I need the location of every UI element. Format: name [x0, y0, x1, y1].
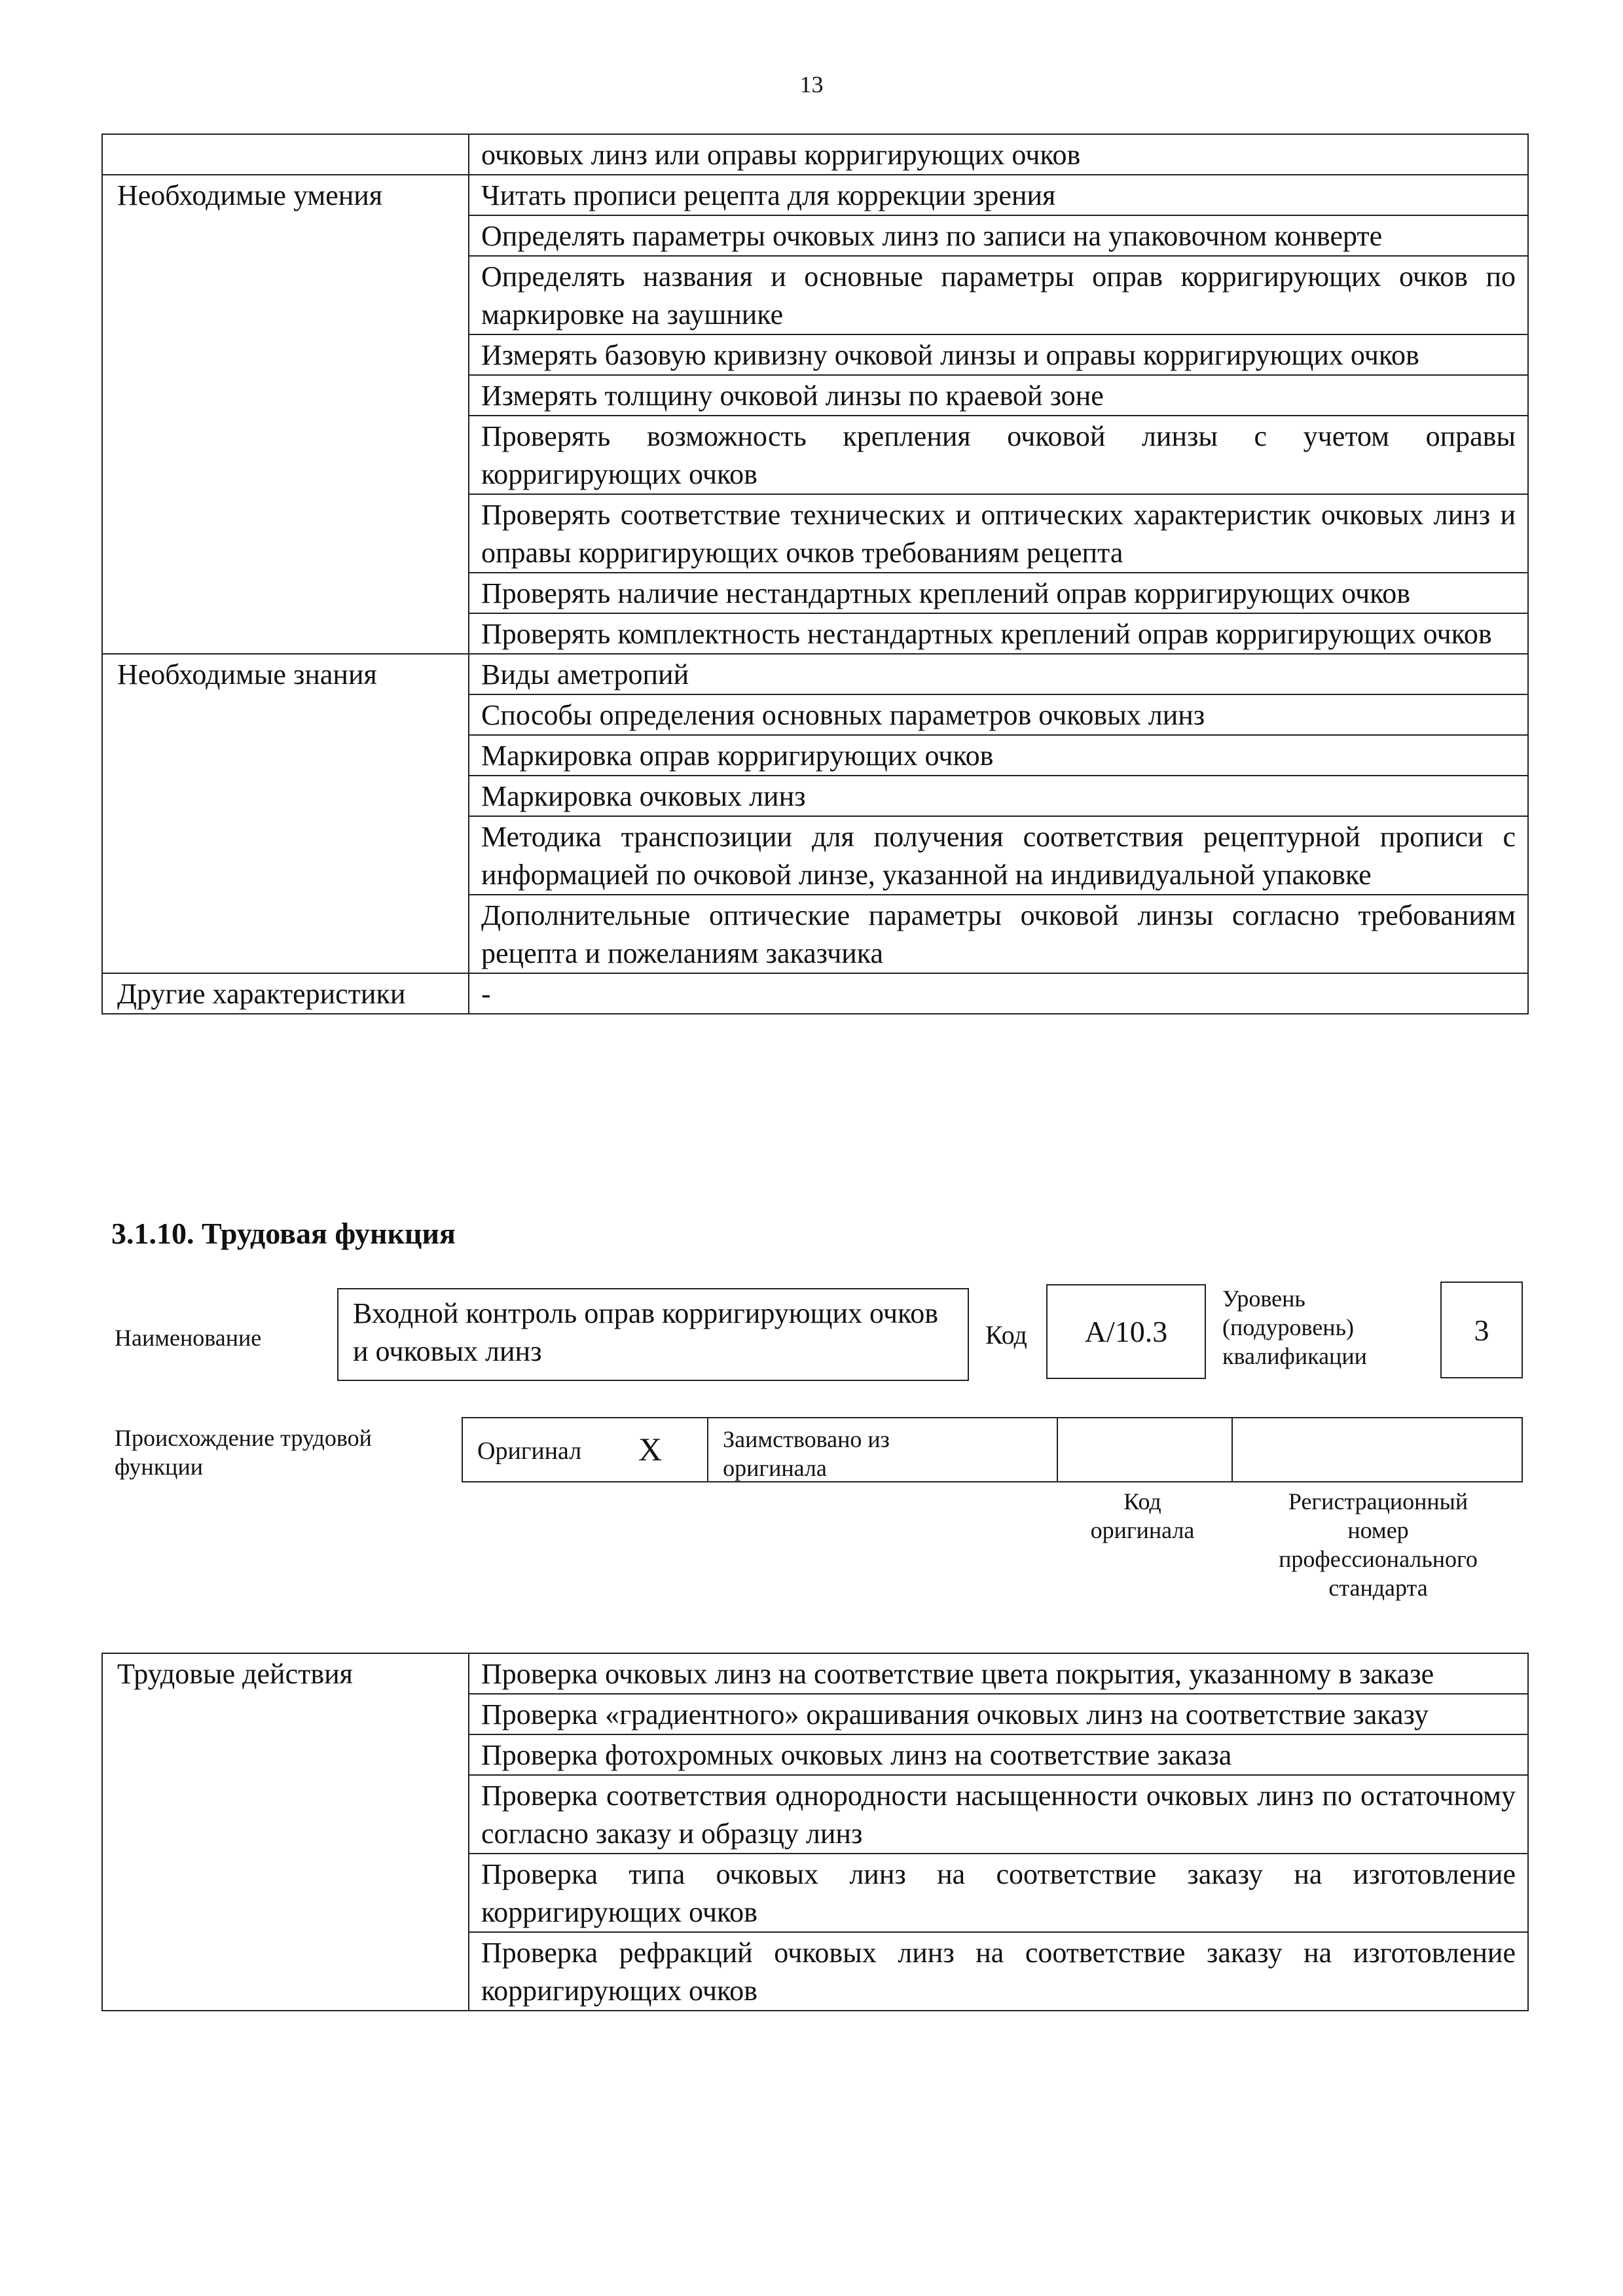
code-value: A/10.3 — [1084, 1315, 1168, 1348]
original-code-caption — [1074, 1487, 1211, 1545]
origin-label-line: функции — [115, 1454, 203, 1480]
knowledge-item: Маркировка оправ корригирующих очков — [469, 735, 1528, 776]
registration-number-caption — [1237, 1487, 1519, 1602]
origin-label-line: Происхождение трудовой — [115, 1425, 372, 1451]
other-characteristics-label: Другие характеристики — [102, 973, 469, 1014]
labor-action-item: Проверка фотохромных очковых линз на соответствие заказа — [469, 1734, 1528, 1775]
skill-item: Читать прописи рецепта для коррекции зрения — [469, 175, 1528, 215]
registration-number-cell — [1233, 1418, 1522, 1481]
table-row — [102, 973, 1528, 1014]
code-box — [1046, 1284, 1206, 1379]
caption-line: оригинала — [1090, 1517, 1195, 1543]
skill-item: Проверять комплектность нестандартных креплений оправ корригирующих очков — [469, 613, 1528, 654]
level-label-line: квалификации — [1222, 1343, 1367, 1369]
knowledge-item: Виды аметропий — [469, 654, 1528, 694]
labor-action-item: Проверка соответствия однородности насыщенности очковых линз по остаточному согласно заказу и образцу линз — [469, 1775, 1528, 1854]
original-code-cell — [1058, 1418, 1233, 1481]
knowledge-item: Маркировка очковых линз — [469, 776, 1528, 816]
section-title: 3.1.10. Трудовая функция — [111, 1217, 456, 1250]
skill-item: Измерять базовую кривизну очковой линзы и оправы корригирующих очков — [469, 334, 1528, 375]
knowledge-item: Методика транспозиции для получения соответствия рецептурной прописи с информацией по очковой линзе, указанной на индивидуальной упаковке — [469, 816, 1528, 895]
level-value: 3 — [1474, 1313, 1489, 1347]
skills-knowledge-table — [101, 134, 1529, 1014]
labor-action-item: Проверка типа очковых линз на соответствие заказу на изготовление корригирующих очков — [469, 1854, 1528, 1932]
table-row — [102, 134, 1528, 175]
caption-line: Регистрационный — [1288, 1488, 1468, 1515]
labor-action-item: Проверка очковых линз на соответствие цвета покрытия, указанному в заказе — [469, 1653, 1528, 1694]
table-row — [102, 1653, 1528, 1694]
labor-action-item: Проверка рефракций очковых линз на соответствие заказу на изготовление корригирующих очков — [469, 1932, 1528, 2011]
caption-line: профессионального — [1279, 1546, 1478, 1572]
knowledge-label: Необходимые знания — [102, 654, 469, 973]
skill-item: Проверять возможность крепления очковой линзы с учетом оправы корригирующих очков — [469, 416, 1528, 494]
level-label-line: Уровень — [1222, 1285, 1305, 1312]
table-row — [102, 654, 1528, 694]
level-box — [1440, 1282, 1523, 1378]
table-row — [102, 175, 1528, 215]
level-label-line: (подуровень) — [1222, 1314, 1354, 1340]
function-name-box — [337, 1288, 969, 1381]
labor-actions-table — [101, 1653, 1529, 2011]
knowledge-item: Дополнительные оптические параметры очковой линзы согласно требованиям рецепта и пожеланиям заказчика — [469, 895, 1528, 973]
name-label: Наименование — [115, 1325, 262, 1351]
original-cell — [463, 1418, 708, 1481]
code-label: Код — [985, 1320, 1027, 1350]
origin-label — [115, 1424, 372, 1481]
level-label — [1222, 1284, 1367, 1371]
skill-item: Измерять толщину очковой линзы по краевой зоне — [469, 375, 1528, 416]
original-mark: X — [638, 1431, 663, 1467]
borrowed-label-line: Заимствовано из — [723, 1426, 890, 1452]
caption-line: номер — [1347, 1517, 1409, 1543]
borrowed-label — [723, 1425, 890, 1482]
origin-row — [462, 1417, 1523, 1482]
skill-item: Определять параметры очковых линз по записи на упаковочном конверте — [469, 215, 1528, 256]
continued-item: очковых линз или оправы корригирующих очков — [469, 134, 1528, 175]
function-name-value: Входной контроль оправ корригирующих очков и очковых линз — [353, 1297, 938, 1367]
knowledge-item: Способы определения основных параметров очковых линз — [469, 694, 1528, 735]
empty-label-cell — [102, 134, 469, 175]
labor-actions-label: Трудовые действия — [102, 1653, 469, 2011]
borrowed-cell — [708, 1418, 1058, 1481]
skill-item: Определять названия и основные параметры оправ корригирующих очков по маркировке на заушнике — [469, 256, 1528, 334]
skill-item: Проверять соответствие технических и оптических характеристик очковых линз и оправы корригирующих очков требованиям рецепта — [469, 494, 1528, 573]
caption-line: Код — [1123, 1488, 1161, 1515]
skills-label: Необходимые умения — [102, 175, 469, 654]
skill-item: Проверять наличие нестандартных креплений оправ корригирующих очков — [469, 573, 1528, 613]
borrowed-label-line: оригинала — [723, 1455, 827, 1481]
caption-line: стандарта — [1328, 1575, 1428, 1601]
other-characteristics-value: - — [469, 973, 1528, 1014]
labor-action-item: Проверка «градиентного» окрашивания очковых линз на соответствие заказу — [469, 1694, 1528, 1734]
original-label: Оригинал — [477, 1437, 582, 1465]
page-number: 13 — [799, 71, 824, 98]
